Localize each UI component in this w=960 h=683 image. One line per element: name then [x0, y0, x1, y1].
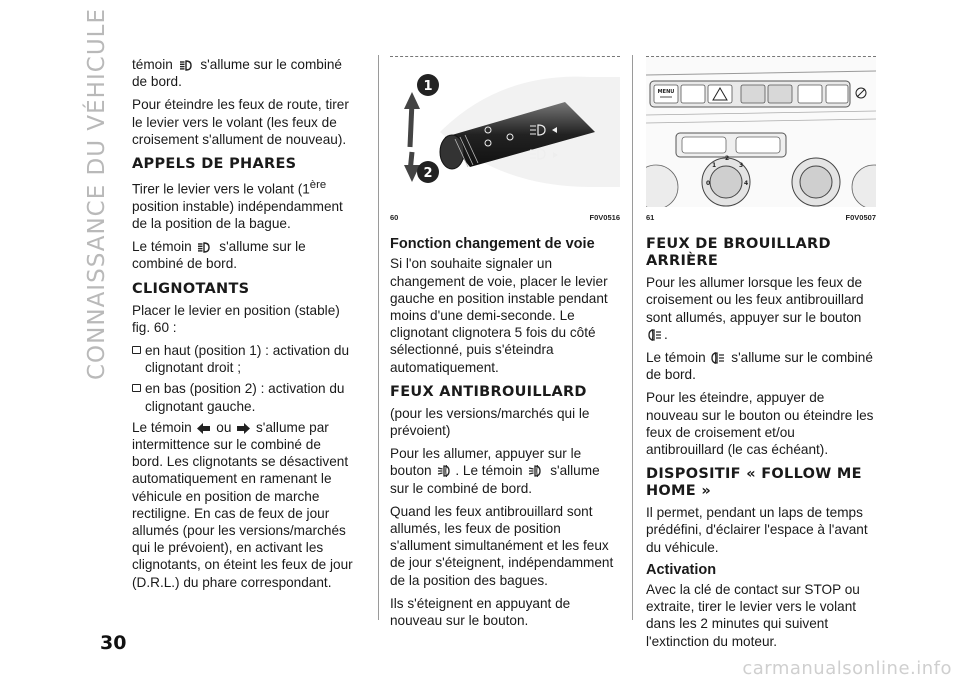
square-bullet-icon — [132, 346, 141, 354]
text-column-1 — [132, 56, 354, 597]
figure-61-dashboard — [646, 57, 876, 207]
text-column-3 — [646, 56, 876, 656]
turn-right-arrow-icon — [237, 423, 250, 434]
turn-left-arrow-icon — [197, 423, 210, 434]
paragraph: Si l'on souhaite signaler un changement de voie, placer le levier gauche en position instable pendant moins d'une demi-seconde. Le clignotant clignotera 5 fois du côté sélectionné, puis s'éteindra automatiquement. — [390, 256, 608, 375]
paragraph: Pour les éteindre, appuyer de nouveau sur le bouton ou éteindre les feux de croisement et/ou antibrouillard (le cas échéant). — [646, 390, 874, 458]
front-fog-light-icon — [528, 465, 544, 477]
front-fog-light-icon — [437, 465, 453, 477]
paragraph: Pour les allumer lorsque les feux de croisement ou les feux antibrouillard sont allumés, appuyer sur le bouton . — [646, 275, 864, 342]
dashboard-illustration — [646, 57, 876, 207]
section-heading-rear-fog: FEUX DE BROUILLARD ARRIÈRE — [646, 236, 831, 270]
rear-fog-light-icon — [711, 352, 725, 364]
high-beam-icon — [179, 60, 195, 71]
section-heading-indicators: CLIGNOTANTS — [132, 280, 250, 297]
callout-2: 2 — [423, 166, 433, 181]
section-heading-lane-change: Fonction changement de voie — [390, 236, 595, 253]
figure-caption — [390, 209, 620, 226]
paragraph: Le témoin s'allume sur le combiné de bord. — [646, 350, 873, 383]
section-heading-activation: Activation — [646, 561, 717, 578]
callout-1: 1 — [423, 79, 433, 94]
dial-number: 3 — [739, 162, 744, 169]
paragraph: Placer le levier en position (stable) fig. 60 : — [132, 302, 340, 335]
paragraph: témoin s'allume sur le combiné de bord. — [132, 57, 342, 90]
paragraph: Avec la clé de contact sur STOP ou extraite, tirer le levier vers le volant dans les 2 minutes qui suivent l'extinction du moteur. — [646, 582, 860, 649]
paragraph: Le témoin ou s'allume par intermittence sur le combiné de bord. Les clignotants se désactivent automatiquement en ramenant le véhicule en position de marche rectiligne. En cas de feux de jour allumés (pour les versions/marchés qui le prévoient), en activant les clignotants, on éteint les feux de jour (D.R.L.) du phare correspondant. — [132, 419, 353, 590]
high-beam-icon — [197, 242, 213, 253]
paragraph: Ils s'éteignent en appuyant de nouveau sur le bouton. — [390, 595, 571, 629]
section-heading-follow-me-home: DISPOSITIF « FOLLOW ME HOME » — [646, 466, 862, 500]
figure-60-stalk — [390, 57, 620, 207]
text-column-2 — [390, 56, 620, 635]
stalk-illustration — [390, 57, 620, 207]
column-divider — [632, 55, 633, 620]
list-item: en haut (position 1) : activation du clignotant droit ; — [132, 342, 354, 376]
figure-caption — [646, 209, 876, 226]
paragraph: Le témoin s'allume sur le combiné de bord. — [132, 239, 306, 272]
figure-number: 60 — [390, 213, 399, 222]
paragraph: Il permet, pendant un laps de temps prédéfini, d'éclairer l'espace à l'avant du véhicule. — [646, 505, 868, 555]
paragraph: Pour éteindre les feux de route, tirer le levier vers le volant (les feux de croisement s'allument de nouveau). — [132, 97, 349, 147]
paragraph: Tirer le levier vers le volant (1ère position instable) indépendamment de la position de la bague. — [132, 179, 343, 231]
page-number: 30 — [100, 632, 127, 654]
paragraph: Quand les feux antibrouillard sont allumés, les feux de position s'allument simultanément et les feux de jour s'éteignent, indépendamment de la position des bagues. — [390, 503, 614, 588]
square-bullet-icon — [132, 384, 141, 392]
section-heading-flash: APPELS DE PHARES — [132, 156, 297, 173]
dial-number: 1 — [712, 162, 717, 169]
figure-code: F0V0507 — [845, 213, 876, 222]
paragraph: Pour les allumer, appuyer sur le bouton . Le témoin s'allume sur le combiné de bord. — [390, 446, 600, 496]
dial-number: 4 — [744, 180, 749, 187]
rear-fog-light-icon — [648, 329, 662, 341]
figure-code: F0V0516 — [589, 213, 620, 222]
column-divider — [378, 55, 379, 620]
dial-number: 0 — [706, 180, 711, 187]
watermark: carmanualsonline.info — [742, 658, 952, 679]
figure-number: 61 — [646, 213, 655, 222]
list-item: en bas (position 2) : activation du clignotant gauche. — [132, 380, 354, 414]
dial-number: 2 — [725, 155, 730, 162]
side-section-title: CONNAISSANCE DU VÉHICULE — [84, 8, 110, 380]
paragraph: (pour les versions/marchés qui le prévoient) — [390, 405, 590, 439]
menu-button-label: MENU — [657, 89, 675, 95]
section-heading-fog: FEUX ANTIBROUILLARD — [390, 383, 587, 400]
